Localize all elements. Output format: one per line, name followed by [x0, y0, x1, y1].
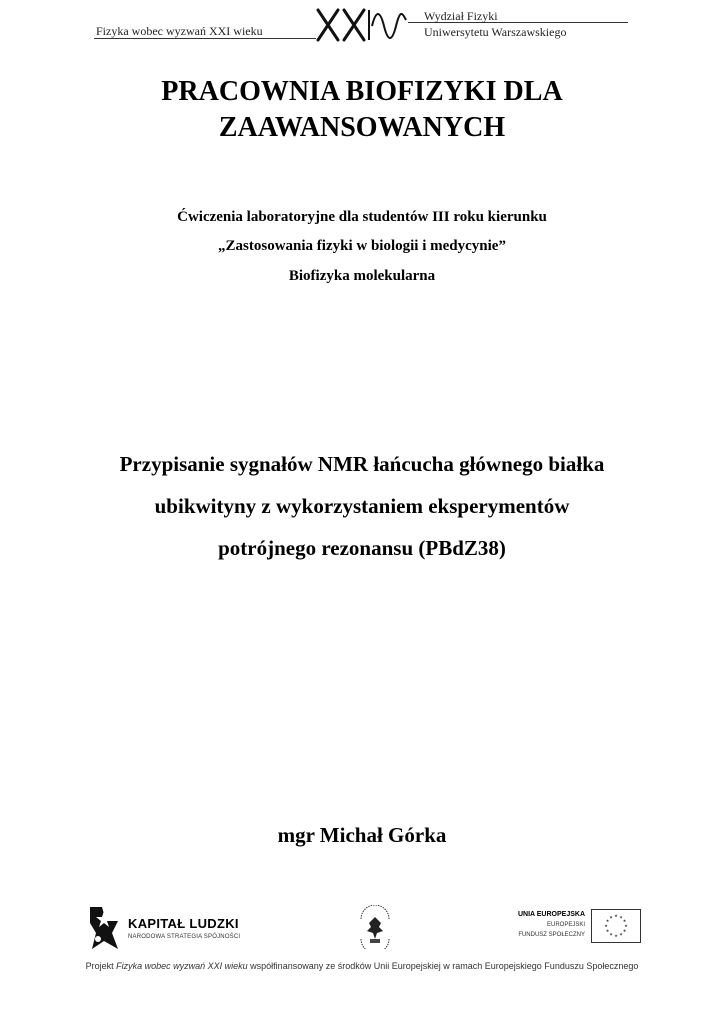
- header-university: Uniwersytetu Warszawskiego: [424, 25, 567, 39]
- svg-text:★: ★: [605, 918, 610, 923]
- kapital-ludzki-logo-icon: [88, 903, 122, 951]
- experiment-title-line: potrójnego rezonansu (PBdZ38): [218, 536, 506, 560]
- svg-text:★: ★: [622, 918, 627, 923]
- header-project-name: Fizyka wobec wyzwań XXI wieku: [96, 24, 263, 38]
- eu-fund-line2: FUNDUSZ SPOŁECZNY: [518, 932, 585, 938]
- lab-title-line: PRACOWNIA BIOFIZYKI DLA: [161, 76, 563, 107]
- svg-text:★: ★: [605, 928, 610, 933]
- project-funding-note: [40, 961, 684, 971]
- funding-project-name: Fizyka wobec wyzwań XXI wieku: [116, 961, 248, 971]
- subtitle-program: „Zastosowania fizyki w biologii i medycynie”: [218, 238, 506, 254]
- subtitle-subject: Biofizyka molekularna: [288, 268, 436, 284]
- funding-suffix: współfinansowany ze środków Unii Europejskiej w ramach Europejskiego Funduszu Społecznego: [247, 961, 639, 971]
- svg-text:★: ★: [624, 923, 628, 928]
- svg-text:★: ★: [622, 928, 627, 933]
- lab-title-line: ZAAWANSOWANYCH: [218, 112, 506, 143]
- kl-subtitle: NARODOWA STRATEGIA SPÓJNOŚCI: [128, 934, 241, 940]
- svg-text:★: ★: [609, 931, 613, 937]
- svg-text:★: ★: [619, 914, 623, 920]
- svg-text:★: ★: [619, 931, 623, 937]
- eu-fund-line1: EUROPEJSKI: [546, 922, 585, 928]
- svg-text:★: ★: [609, 914, 613, 920]
- experiment-title-line: ubikwityny z wykorzystaniem eksperymentów: [154, 494, 570, 518]
- svg-text:★: ★: [614, 913, 618, 918]
- xxi-logo-icon: [314, 6, 410, 44]
- svg-text:★: ★: [604, 923, 608, 928]
- university-seal-icon: [355, 905, 395, 949]
- subtitle-course: Ćwiczenia laboratoryjne dla studentów III roku kierunku: [177, 209, 547, 225]
- experiment-title-line: Przypisanie sygnałów NMR łańcucha głównego białka: [119, 452, 605, 476]
- header-faculty: Wydział Fizyki: [424, 9, 498, 23]
- funding-prefix: Projekt: [85, 961, 117, 971]
- eu-flag-icon: [591, 909, 641, 943]
- eu-union: UNIA EUROPEJSKA: [517, 911, 585, 918]
- lab-title: [40, 74, 684, 146]
- kl-title: KAPITAŁ LUDZKI: [128, 916, 239, 931]
- experiment-title: [40, 443, 684, 569]
- header-rule-left: [94, 38, 316, 39]
- svg-text:★: ★: [614, 933, 618, 938]
- author-name: mgr Michał Górka: [277, 823, 447, 847]
